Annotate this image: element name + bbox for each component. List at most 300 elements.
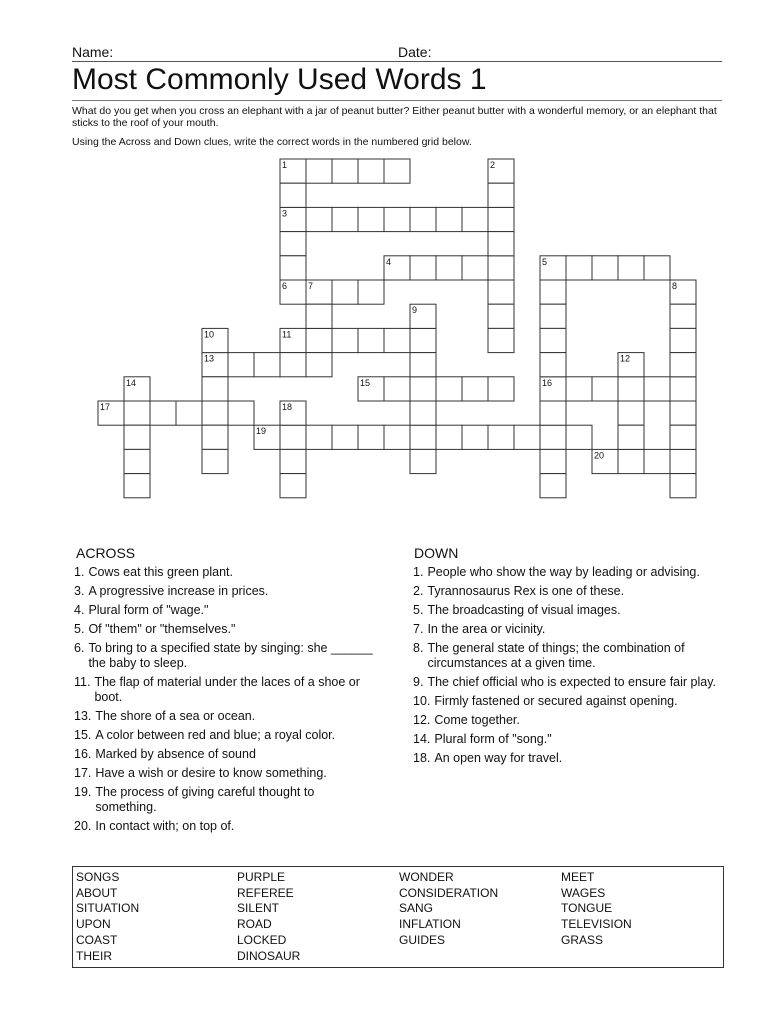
grid-cell[interactable] [462, 377, 488, 401]
word-bank-word: SILENT [237, 901, 280, 916]
grid-cell[interactable] [410, 425, 436, 449]
grid-cell[interactable] [540, 377, 566, 401]
grid-cell-box[interactable] [358, 159, 384, 183]
word-bank-word: GUIDES [399, 932, 446, 947]
grid-cell-box[interactable] [670, 353, 696, 377]
grid-cell-box[interactable] [410, 256, 436, 280]
grid-cell[interactable] [384, 256, 410, 280]
grid-cell[interactable] [280, 207, 306, 231]
grid-cell[interactable] [540, 474, 566, 498]
cell-number: 8 [672, 281, 678, 291]
clue-text: Tyrannosaurus Rex is one of these. [427, 584, 625, 598]
grid-cell[interactable] [410, 304, 436, 328]
grid-cell-box[interactable] [670, 449, 696, 473]
grid-cell-box[interactable] [488, 328, 514, 352]
grid-cell-box[interactable] [202, 449, 228, 473]
clue-text: A color between red and blue; a royal color. [95, 728, 336, 742]
grid-cell[interactable] [280, 328, 306, 352]
grid-cell[interactable] [540, 304, 566, 328]
grid-cell-box[interactable] [462, 256, 488, 280]
grid-cell[interactable] [124, 474, 150, 498]
grid-cell[interactable] [670, 377, 696, 401]
grid-cell[interactable] [280, 159, 306, 183]
grid-cell[interactable] [540, 328, 566, 352]
grid-cell[interactable] [332, 425, 358, 449]
grid-cell[interactable] [332, 328, 358, 352]
cell-number: 4 [386, 256, 392, 267]
word-bank-word: CONSIDERATION [399, 885, 499, 900]
grid-cell-box[interactable] [384, 328, 410, 352]
clue-text: To bring to a specified state by singing: she ______ the baby to sleep. [88, 641, 373, 670]
grid-cell[interactable] [488, 232, 514, 256]
grid-cell-box[interactable] [670, 474, 696, 498]
grid-cell[interactable] [280, 353, 306, 377]
grid-cell-box[interactable] [410, 401, 436, 425]
grid-cell[interactable] [98, 401, 124, 425]
word-bank-word: DINOSAUR [237, 948, 301, 963]
grid-cell[interactable] [358, 280, 384, 304]
grid-cell-box[interactable] [540, 449, 566, 473]
grid-cell[interactable] [618, 256, 644, 280]
grid-cell-box[interactable] [462, 377, 488, 401]
grid-cell-box[interactable] [566, 377, 592, 401]
down-clue [413, 565, 725, 580]
grid-cell-box[interactable] [670, 377, 696, 401]
grid-cell[interactable] [124, 377, 150, 401]
grid-cell-box[interactable] [670, 304, 696, 328]
grid-cell[interactable] [566, 425, 592, 449]
word-bank-column [561, 870, 632, 949]
grid-cell-box[interactable] [410, 449, 436, 473]
date-label: Date: [398, 44, 432, 60]
grid-cell[interactable] [280, 232, 306, 256]
grid-cell[interactable] [618, 377, 644, 401]
grid-cell[interactable] [618, 353, 644, 377]
grid-cell-box[interactable] [592, 377, 618, 401]
grid-cell[interactable] [670, 328, 696, 352]
grid-cell-box[interactable] [358, 328, 384, 352]
grid-cell[interactable] [358, 328, 384, 352]
grid-cell[interactable] [644, 449, 670, 473]
across-clue [74, 728, 374, 743]
clue-text: An open way for travel. [434, 751, 563, 765]
grid-cell[interactable] [540, 449, 566, 473]
grid-cell-box[interactable] [228, 353, 254, 377]
down-clue [413, 603, 725, 618]
cell-number: 19 [256, 426, 267, 437]
grid-cell-box[interactable] [202, 401, 228, 425]
clue-number: 7. [413, 622, 424, 636]
grid-cell[interactable] [592, 449, 618, 473]
grid-cell[interactable] [306, 328, 332, 352]
grid-cell-box[interactable] [280, 232, 306, 256]
cell-number: 7 [308, 281, 314, 291]
grid-cell[interactable] [592, 377, 618, 401]
grid-cell-box[interactable] [280, 474, 306, 498]
clue-number: 16. [74, 747, 92, 761]
grid-cell-box[interactable] [462, 425, 488, 449]
grid-cell-box[interactable] [644, 449, 670, 473]
grid-cell[interactable] [644, 256, 670, 280]
cell-number: 12 [620, 353, 631, 364]
grid-cell[interactable] [462, 207, 488, 231]
across-clue [74, 766, 374, 781]
grid-cell[interactable] [332, 280, 358, 304]
word-bank-word: WAGES [561, 885, 606, 900]
grid-cell-box[interactable] [384, 425, 410, 449]
grid-cell[interactable] [124, 449, 150, 473]
across-clue [74, 584, 374, 599]
grid-cell[interactable] [436, 425, 462, 449]
grid-cell-box[interactable] [540, 280, 566, 304]
grid-cell-box[interactable] [410, 425, 436, 449]
grid-cell[interactable] [306, 159, 332, 183]
grid-cell-box[interactable] [410, 377, 436, 401]
grid-cell[interactable] [150, 401, 176, 425]
grid-cell-box[interactable] [462, 207, 488, 231]
clue-number: 18. [413, 751, 431, 765]
grid-cell[interactable] [358, 377, 384, 401]
grid-cell[interactable] [540, 280, 566, 304]
grid-cell-box[interactable] [540, 304, 566, 328]
clue-text: Have a wish or desire to know something. [95, 766, 327, 780]
cell-number: 10 [204, 329, 215, 340]
word-bank-word: TONGUE [561, 901, 613, 916]
across-clue [74, 675, 374, 705]
clue-text: Firmly fastened or secured against opening. [434, 694, 678, 708]
clue-number: 1. [74, 565, 85, 579]
grid-cell[interactable] [280, 256, 306, 280]
grid-cell-box[interactable] [306, 304, 332, 328]
clue-text: Of "them" or "themselves." [88, 622, 236, 636]
clue-text: The general state of things; the combination of circumstances at a given time. [427, 641, 685, 670]
grid-cell-box[interactable] [618, 377, 644, 401]
grid-cell[interactable] [306, 353, 332, 377]
grid-cell-box[interactable] [540, 425, 566, 449]
grid-cell[interactable] [202, 377, 228, 401]
word-bank-word: THEIR [76, 948, 112, 963]
grid-cell-box[interactable] [488, 304, 514, 328]
clue-number: 13. [74, 709, 92, 723]
grid-cell-box[interactable] [176, 401, 202, 425]
grid-cell[interactable] [176, 401, 202, 425]
cell-number: 9 [412, 305, 418, 316]
grid-cell-box[interactable] [436, 207, 462, 231]
down-clue [413, 675, 725, 690]
word-bank-word: LOCKED [237, 932, 287, 947]
grid-cell-box[interactable] [540, 474, 566, 498]
grid-cell[interactable] [644, 377, 670, 401]
grid-cell[interactable] [540, 401, 566, 425]
grid-cell-box[interactable] [488, 425, 514, 449]
grid-cell[interactable] [384, 328, 410, 352]
name-label: Name: [72, 44, 114, 60]
grid-cell[interactable] [332, 207, 358, 231]
grid-cell-box[interactable] [410, 328, 436, 352]
grid-cell[interactable] [358, 159, 384, 183]
grid-cell-box[interactable] [488, 207, 514, 231]
grid-cell-box[interactable] [540, 328, 566, 352]
cell-number: 14 [126, 377, 137, 388]
word-bank-column [237, 870, 300, 964]
grid-cell[interactable] [228, 353, 254, 377]
grid-cell-box[interactable] [410, 207, 436, 231]
grid-cell-box[interactable] [488, 183, 514, 207]
grid-cell[interactable] [124, 425, 150, 449]
grid-cell[interactable] [202, 449, 228, 473]
grid-cell[interactable] [592, 256, 618, 280]
grid-cell-box[interactable] [358, 207, 384, 231]
grid-cell[interactable] [280, 449, 306, 473]
grid-cell[interactable] [566, 256, 592, 280]
cell-number: 1 [282, 160, 288, 170]
clue-text: The process of giving careful thought to something. [95, 785, 315, 814]
grid-cell-box[interactable] [592, 256, 618, 280]
grid-cell-box[interactable] [280, 183, 306, 207]
grid-cell[interactable] [410, 328, 436, 352]
clue-text: People who show the way by leading or advising. [427, 565, 700, 579]
grid-cell-box[interactable] [436, 425, 462, 449]
grid-cell-box[interactable] [670, 425, 696, 449]
across-clue [74, 709, 374, 724]
grid-cell-box[interactable] [306, 328, 332, 352]
grid-cell-box[interactable] [332, 425, 358, 449]
clue-text: The shore of a sea or ocean. [95, 709, 256, 723]
grid-cell-box[interactable] [514, 425, 540, 449]
clue-number: 5. [74, 622, 85, 636]
across-clue [74, 622, 374, 637]
grid-cell[interactable] [202, 401, 228, 425]
grid-cell-box[interactable] [332, 159, 358, 183]
down-clue [413, 751, 725, 766]
grid-cell-box[interactable] [280, 425, 306, 449]
grid-cell-box[interactable] [670, 401, 696, 425]
grid-cell[interactable] [514, 425, 540, 449]
grid-cell[interactable] [488, 256, 514, 280]
grid-cell[interactable] [488, 280, 514, 304]
grid-cell[interactable] [436, 377, 462, 401]
grid-cell-box[interactable] [384, 207, 410, 231]
grid-cell[interactable] [540, 353, 566, 377]
grid-cell[interactable] [202, 353, 228, 377]
across-clue [74, 819, 374, 834]
grid-cell[interactable] [306, 304, 332, 328]
grid-cell-box[interactable] [280, 449, 306, 473]
clue-number: 8. [413, 641, 424, 655]
grid-cell[interactable] [410, 256, 436, 280]
grid-cell-box[interactable] [358, 280, 384, 304]
word-bank [72, 866, 724, 968]
grid-cell[interactable] [280, 401, 306, 425]
grid-cell-box[interactable] [358, 425, 384, 449]
cell-number: 15 [360, 377, 371, 388]
clue-number: 19. [74, 785, 92, 799]
grid-cell[interactable] [618, 425, 644, 449]
grid-cell-box[interactable] [306, 425, 332, 449]
grid-cell-box[interactable] [306, 159, 332, 183]
grid-cell-box[interactable] [618, 256, 644, 280]
grid-cell[interactable] [280, 183, 306, 207]
grid-cell-box[interactable] [306, 353, 332, 377]
grid-cell[interactable] [436, 207, 462, 231]
grid-cell[interactable] [202, 328, 228, 352]
grid-cell[interactable] [384, 377, 410, 401]
grid-cell-box[interactable] [566, 425, 592, 449]
grid-cell-box[interactable] [488, 280, 514, 304]
clue-text: Come together. [434, 713, 520, 727]
grid-cell-box[interactable] [488, 232, 514, 256]
grid-cell[interactable] [254, 353, 280, 377]
clue-number: 3. [74, 584, 85, 598]
cell-number: 18 [282, 402, 293, 412]
grid-cell-box[interactable] [618, 425, 644, 449]
grid-cell[interactable] [410, 377, 436, 401]
grid-cell[interactable] [488, 328, 514, 352]
grid-cell[interactable] [384, 207, 410, 231]
grid-cell-box[interactable] [436, 377, 462, 401]
grid-cell[interactable] [670, 425, 696, 449]
grid-cell[interactable] [488, 183, 514, 207]
grid-cell-box[interactable] [280, 256, 306, 280]
down-clue [413, 622, 725, 637]
grid-cell[interactable] [280, 474, 306, 498]
grid-cell[interactable] [540, 256, 566, 280]
grid-cell[interactable] [306, 207, 332, 231]
grid-cell[interactable] [488, 207, 514, 231]
grid-cell-box[interactable] [332, 280, 358, 304]
grid-cell-box[interactable] [384, 159, 410, 183]
clue-number: 5. [413, 603, 424, 617]
grid-cell[interactable] [462, 425, 488, 449]
grid-cell[interactable] [618, 401, 644, 425]
page-title: Most Commonly Used Words 1 [72, 62, 722, 101]
word-bank-word: UPON [76, 917, 111, 932]
grid-cell[interactable] [280, 280, 306, 304]
grid-cell-box[interactable] [410, 353, 436, 377]
grid-cell[interactable] [488, 304, 514, 328]
word-bank-word: SONGS [76, 870, 120, 884]
grid-cell-box[interactable] [384, 377, 410, 401]
grid-cell-box[interactable] [618, 401, 644, 425]
grid-cell[interactable] [670, 280, 696, 304]
grid-cell-box[interactable] [124, 401, 150, 425]
clue-number: 6. [74, 641, 85, 655]
grid-cell[interactable] [306, 280, 332, 304]
clue-text: In contact with; on top of. [95, 819, 235, 833]
grid-cell[interactable] [670, 304, 696, 328]
grid-cell[interactable] [436, 256, 462, 280]
grid-cell[interactable] [384, 425, 410, 449]
grid-cell-box[interactable] [306, 207, 332, 231]
clue-text: The broadcasting of visual images. [427, 603, 621, 617]
clue-text: Plural form of "wage." [88, 603, 209, 617]
clue-text: In the area or vicinity. [427, 622, 546, 636]
grid-cell[interactable] [670, 401, 696, 425]
word-bank-word: ROAD [237, 917, 272, 932]
clue-number: 10. [413, 694, 431, 708]
grid-cell-box[interactable] [540, 401, 566, 425]
word-bank-word: ABOUT [76, 885, 118, 900]
grid-cell[interactable] [618, 449, 644, 473]
grid-cell-box[interactable] [280, 353, 306, 377]
grid-cell[interactable] [358, 425, 384, 449]
across-clue-list [74, 565, 374, 838]
grid-cell[interactable] [410, 449, 436, 473]
grid-cell[interactable] [410, 353, 436, 377]
word-bank-word: MEET [561, 870, 595, 884]
grid-cell-box[interactable] [202, 425, 228, 449]
grid-cell[interactable] [670, 449, 696, 473]
grid-cell[interactable] [540, 425, 566, 449]
grid-cell[interactable] [410, 207, 436, 231]
grid-cell-box[interactable] [618, 449, 644, 473]
grid-cell[interactable] [566, 377, 592, 401]
cell-number: 5 [542, 256, 548, 267]
grid-cell-box[interactable] [332, 207, 358, 231]
grid-cell[interactable] [228, 401, 254, 425]
down-clue [413, 694, 725, 709]
grid-cell-box[interactable] [566, 256, 592, 280]
grid-cell[interactable] [410, 401, 436, 425]
grid-cell-box[interactable] [488, 377, 514, 401]
grid-cell-box[interactable] [540, 353, 566, 377]
cell-number: 11 [282, 329, 292, 340]
grid-cell-box[interactable] [150, 401, 176, 425]
grid-cell[interactable] [280, 425, 306, 449]
grid-cell-box[interactable] [332, 328, 358, 352]
grid-cell[interactable] [358, 207, 384, 231]
clue-text: The chief official who is expected to ensure fair play. [427, 675, 717, 689]
down-clue [413, 713, 725, 728]
grid-cell[interactable] [254, 425, 280, 449]
grid-cell[interactable] [670, 353, 696, 377]
grid-cell[interactable] [488, 377, 514, 401]
word-bank-word: INFLATION [399, 917, 461, 932]
grid-cell[interactable] [488, 159, 514, 183]
grid-cell-box[interactable] [644, 377, 670, 401]
grid-cell[interactable] [332, 159, 358, 183]
clue-number: 1. [413, 565, 424, 579]
across-clue [74, 641, 374, 671]
grid-cell[interactable] [670, 474, 696, 498]
grid-cell-box[interactable] [124, 474, 150, 498]
grid-cell-box[interactable] [124, 449, 150, 473]
grid-cell[interactable] [462, 256, 488, 280]
grid-cell[interactable] [124, 401, 150, 425]
word-bank-column [76, 870, 139, 964]
grid-cell-box[interactable] [488, 256, 514, 280]
grid-cell-box[interactable] [228, 401, 254, 425]
clue-text: Plural form of "song." [434, 732, 552, 746]
grid-cell[interactable] [384, 159, 410, 183]
grid-cell[interactable] [306, 425, 332, 449]
grid-cell[interactable] [488, 425, 514, 449]
down-clue [413, 584, 725, 599]
word-bank-word: TELEVISION [561, 917, 632, 932]
grid-cell-box[interactable] [124, 425, 150, 449]
instructions: Using the Across and Down clues, write the correct words in the numbered grid below. [72, 136, 472, 148]
clue-number: 17. [74, 766, 92, 780]
grid-cell-box[interactable] [644, 256, 670, 280]
clue-number: 15. [74, 728, 92, 742]
word-bank-word: GRASS [561, 932, 604, 947]
grid-cell-box[interactable] [254, 353, 280, 377]
grid-cell-box[interactable] [436, 256, 462, 280]
across-clue [74, 565, 374, 580]
grid-cell[interactable] [202, 425, 228, 449]
grid-cell-box[interactable] [670, 328, 696, 352]
grid-cell-box[interactable] [202, 377, 228, 401]
